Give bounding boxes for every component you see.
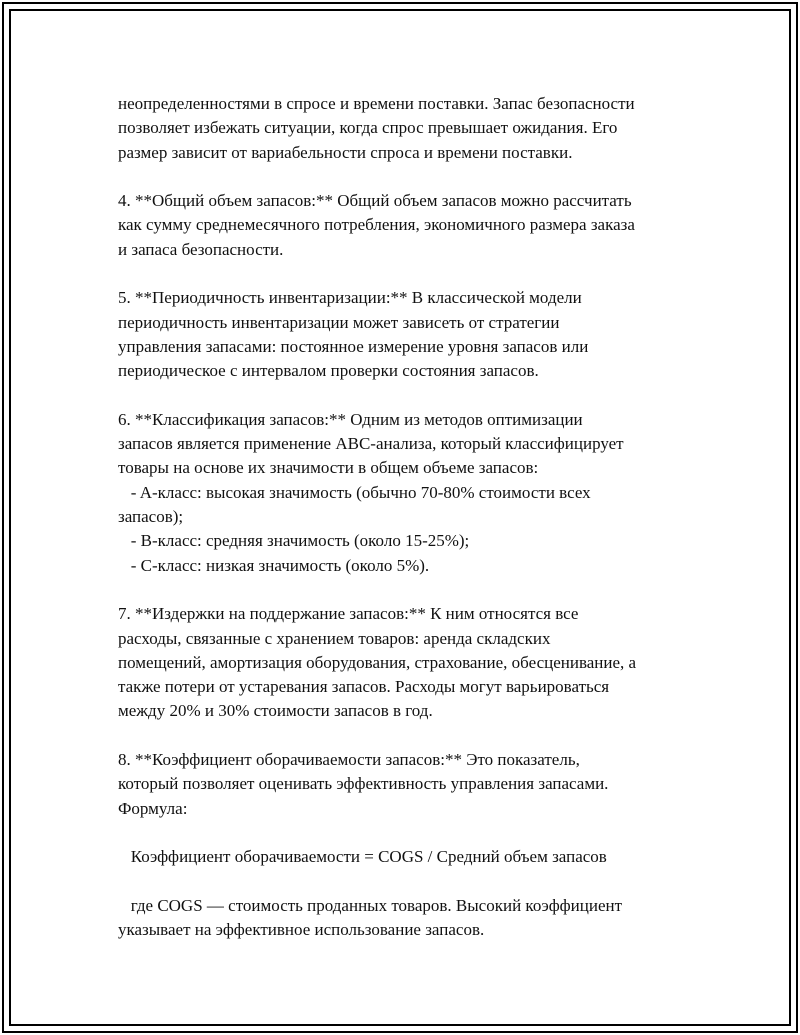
text-line: помещений, амортизация оборудования, страхование, обесценивание, а (118, 652, 637, 672)
text-line: который позволяет оценивать эффективность управления запасами. (118, 774, 609, 794)
text-line: периодическое с интервалом проверки состояния запасов. (118, 361, 539, 381)
formula-line: Коэффициент оборачиваемости = COGS / Средний объем запасов (118, 847, 607, 867)
paragraph-gap (118, 821, 698, 845)
paragraph-gap (118, 384, 698, 408)
text-line: 6. **Классификация запасов:** Одним из методов оптимизации (118, 409, 583, 429)
paragraph-gap (118, 262, 698, 286)
text-line: товары на основе их значимости в общем объеме запасов: (118, 458, 539, 478)
text-line: между 20% и 30% стоимости запасов в год. (118, 701, 433, 721)
text-line: где COGS — стоимость проданных товаров. Высокий коэффициент (118, 895, 623, 915)
text-line: 7. **Издержки на поддержание запасов:** К ним относятся все (118, 604, 579, 624)
text-line: 8. **Коэффициент оборачиваемости запасов:** Это показатель, (118, 750, 580, 770)
text-line: указывает на эффективное использование запасов. (118, 920, 485, 940)
text-line: - A-класс: высокая значимость (обычно 70-80% стоимости всех (118, 482, 591, 502)
text-line: запасов); (118, 507, 184, 527)
text-line: как сумму среднемесячного потребления, экономичного размера заказа (118, 215, 635, 235)
text-line: - C-класс: низкая значимость (около 5%). (118, 555, 430, 575)
paragraph-gap (118, 578, 698, 602)
text-line: размер зависит от вариабельности спроса и времени поставки. (118, 142, 573, 162)
text-line: неопределенностями в спросе и времени поставки. Запас безопасности (118, 94, 635, 113)
document-body (118, 92, 698, 942)
text-line: периодичность инвентаризации может зависеть от стратегии (118, 312, 560, 332)
text-line: 5. **Периодичность инвентаризации:** В классической модели (118, 288, 582, 308)
text-line: - B-класс: средняя значимость (около 15-25%); (118, 531, 470, 551)
paragraph-gap (118, 165, 698, 189)
text-line: также потери от устаревания запасов. Расходы могут варьироваться (118, 677, 610, 697)
text-line: Формула: (118, 798, 188, 818)
text-line: 4. **Общий объем запасов:** Общий объем запасов можно рассчитать (118, 191, 632, 211)
text-line: управления запасами: постоянное измерение уровня запасов или (118, 336, 589, 356)
text-line: расходы, связанные с хранением товаров: аренда складских (118, 628, 551, 648)
text-line: и запаса безопасности. (118, 239, 284, 259)
paragraph-gap (118, 724, 698, 748)
paragraph-gap (118, 870, 698, 894)
text-line: позволяет избежать ситуации, когда спрос превышает ожидания. Его (118, 118, 618, 138)
text-line: запасов является применение ABC-анализа, который классифицирует (118, 434, 624, 454)
